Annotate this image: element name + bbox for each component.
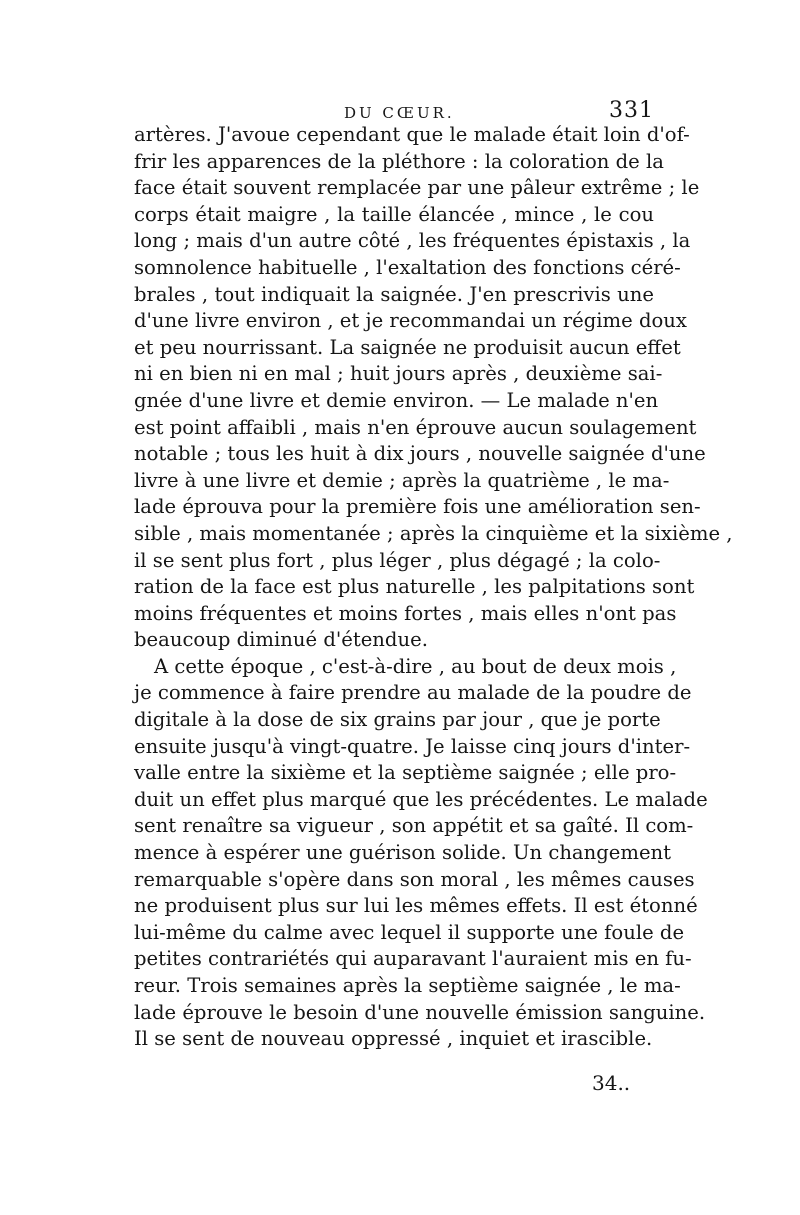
text-line: Il se sent de nouveau oppressé , inquiet et irascible. [134,1027,653,1051]
text-line: notable ; tous les huit à dix jours , nouvelle saignée d'une [134,442,706,466]
text-line: et peu nourrissant. La saignée ne produisit aucun effet [134,335,681,359]
text-line: livre à une livre et demie ; après la quatrième , le ma- [134,468,670,492]
text-line: sent renaître sa vigueur , son appétit et sa gaîté. Il com- [134,814,694,838]
text-line: reur. Trois semaines après la septième saignée , le ma- [134,974,681,997]
text-line: lade éprouva pour la première fois une amélioration sen- [134,495,701,519]
text-line: est point affaibli , mais n'en éprouve aucun soulagement [134,415,697,439]
text-line: A cette époque , c'est-à-dire , au bout de deux mois , [154,654,677,678]
page-number: 331 [609,98,654,123]
text-line: lui-même du calme avec lequel il supporte une foule de [134,920,685,944]
text-line: ni en bien ni en mal ; huit jours après , deuxième sai- [134,362,663,386]
body-text [134,122,733,1053]
text-line: ne produisent plus sur lui les mêmes effets. Il est étonné [134,894,698,918]
text-line: long ; mais d'un autre côté , les fréquentes épistaxis , la [134,229,691,253]
text-line: petites contrariétés qui auparavant l'auraient mis en fu- [134,947,692,971]
text-line: valle entre la sixième et la septième saignée ; elle pro- [134,761,677,785]
text-line: gnée d'une livre et demie environ. — Le malade n'en [134,388,659,412]
text-line: il se sent plus fort , plus léger , plus dégagé ; la colo- [134,548,661,572]
running-title: DU CŒUR. [344,104,455,122]
text-line: moins fréquentes et moins fortes , mais elles n'ont pas [134,601,677,625]
text-line: face était souvent remplacée par une pâleur extrême ; le [134,176,700,200]
text-line: ensuite jusqu'à vingt-quatre. Je laisse cinq jours d'inter- [134,734,691,758]
text-line: artères. J'avoue cependant que le malade était loin d'of- [134,123,690,146]
text-line: je commence à faire prendre au malade de la poudre de [134,681,692,705]
text-line: d'une livre environ , et je recommandai un régime doux [134,309,687,333]
text-line: duit un effet plus marqué que les précédentes. Le malade [134,787,708,811]
text-line: remarquable s'opère dans son moral , les mêmes causes [134,867,695,891]
text-line: corps était maigre , la taille élancée , mince , le cou [134,202,654,226]
text-line: lade éprouve le besoin d'une nouvelle émission sanguine. [134,1000,706,1024]
text-line: beaucoup diminué d'étendue. [134,628,428,652]
text-line: brales , tout indiquait la saignée. J'en prescrivis une [134,282,654,306]
text-line: frir les apparences de la pléthore : la coloration de la [134,149,664,173]
signature-mark: 34.. [592,1071,631,1095]
text-line: mence à espérer une guérison solide. Un changement [134,841,672,865]
text-line: sible , mais momentanée ; après la cinquième et la sixième , [134,521,733,545]
text-line: somnolence habituelle , l'exaltation des fonctions céré- [134,255,681,279]
text-line: digitale à la dose de six grains par jour , que je porte [134,708,661,732]
text-line: ration de la face est plus naturelle , les palpitations sont [134,575,695,599]
